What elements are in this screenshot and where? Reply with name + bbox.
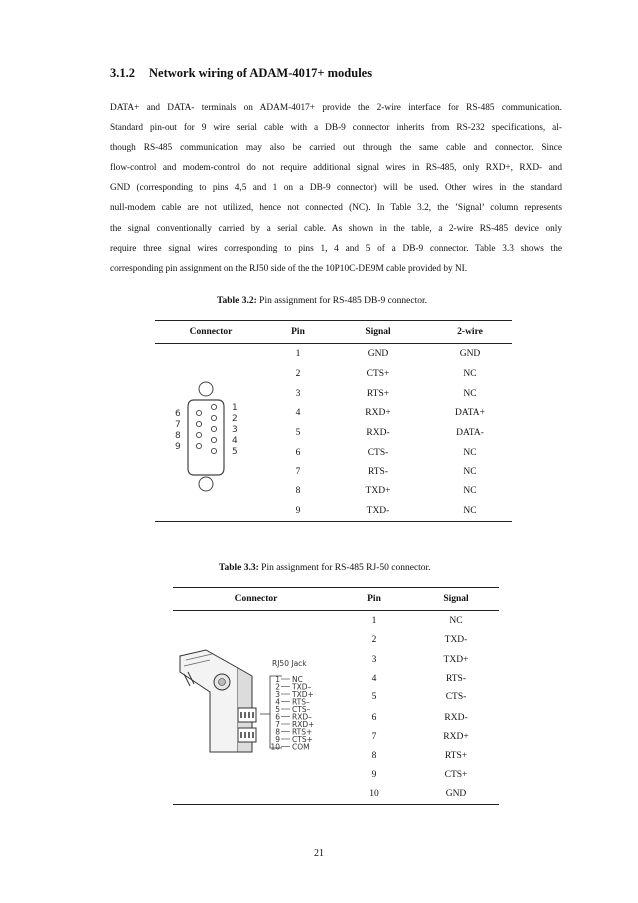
- table-cell: CTS-: [445, 692, 467, 702]
- table-top-rule: [173, 587, 499, 588]
- table-3-2-caption: [217, 296, 427, 306]
- table-cell: 8: [371, 751, 377, 761]
- table-cell: 2: [295, 369, 301, 379]
- paragraph-line: DATA+ and DATA- terminals on ADAM-4017+ provide the 2-wire interface for RS-485 communication.: [110, 103, 562, 113]
- rj50-pin-name: RTS–: [292, 697, 310, 707]
- table-cell: TXD+: [443, 655, 469, 665]
- table-cell: RXD-: [366, 428, 390, 438]
- column-header: Connector: [189, 327, 233, 337]
- rj50-pin-name: NC: [292, 675, 303, 684]
- column-header: Signal: [443, 594, 469, 604]
- section-title: Network wiring of ADAM-4017+ modules: [149, 66, 373, 80]
- table-cell: NC: [463, 369, 477, 379]
- table-cell: 9: [295, 506, 301, 516]
- rj50-pin-number: 4: [275, 697, 280, 707]
- db9-pin-label: 3: [232, 425, 238, 435]
- paragraph-line: corresponding pin assignment on the RJ50 side of the the 10P10C-DE9M cable provided by NI.: [110, 263, 468, 274]
- table-cell: 1: [371, 616, 377, 626]
- rj50-pin-name: COM: [292, 742, 310, 752]
- column-header: Signal: [365, 327, 391, 337]
- table-cell: 10: [369, 789, 379, 799]
- rj50-pin-number: 2: [275, 682, 280, 692]
- rj50-pin-name: TXD–: [292, 682, 312, 692]
- column-header: Pin: [367, 594, 381, 604]
- paragraph-line: though RS-485 communication may also be carried out through the same cable and connector. Since: [110, 143, 562, 154]
- rj50-pin-name: RXD–: [292, 712, 312, 722]
- caption-label: Table 3.2:: [217, 296, 257, 306]
- table-cell: RTS-: [445, 674, 467, 684]
- body-paragraph: [110, 98, 562, 279]
- caption-text: Pin assignment for RS-485 DB-9 connector.: [259, 296, 427, 306]
- rj50-jack-diagram: [176, 642, 336, 760]
- table-cell: GND: [445, 789, 467, 799]
- section-number: 3.1.2: [110, 66, 135, 80]
- rj50-pin-number: 5: [275, 705, 280, 714]
- paragraph-line: GND (corresponding to pins 4,5 and 1 on a DB-9 connector) will be used. Other wires in the standard: [110, 183, 562, 194]
- page-number: 21: [314, 848, 324, 859]
- table-cell: RXD+: [443, 732, 469, 742]
- rj50-pin-name: CTS–: [292, 705, 311, 714]
- table-header-rule: [173, 610, 499, 611]
- table-cell: RXD+: [365, 408, 391, 418]
- table-cell: RTS+: [366, 389, 390, 399]
- table-cell: 6: [371, 713, 377, 723]
- rj50-pin-number: 3: [275, 690, 280, 699]
- rj50-pin-name: CTS+: [292, 735, 313, 744]
- table-cell: CTS-: [367, 448, 389, 458]
- table-cell: 9: [371, 770, 377, 780]
- table-cell: RTS-: [367, 467, 389, 477]
- rj50-pin-name: RTS+: [292, 727, 313, 737]
- table-cell: 4: [295, 408, 301, 418]
- table-top-rule: [155, 320, 512, 321]
- table-cell: NC: [463, 389, 477, 399]
- table-cell: DATA-: [456, 428, 484, 438]
- rj50-pin-number: 10: [270, 742, 280, 752]
- table-cell: NC: [463, 467, 477, 477]
- column-header: Connector: [234, 594, 278, 604]
- table-cell: RTS+: [444, 751, 468, 761]
- db9-pin-label: 1: [232, 403, 238, 413]
- paragraph-line: null-modem cable are not utilized, hence not connected (NC). In Table 3.2, the ’Signal’ column represents: [110, 203, 562, 214]
- db9-pin-label: 6: [175, 409, 181, 419]
- paragraph-line: the signal conventionally carried by a serial cable. As shown in the table, a 2-wire RS-485 device only: [110, 223, 562, 234]
- table-cell: DATA+: [455, 408, 485, 418]
- table-cell: 5: [371, 692, 377, 702]
- table-cell: 4: [371, 674, 377, 684]
- table-bottom-rule: [155, 521, 512, 522]
- caption-text: Pin assignment for RS-485 RJ-50 connector.: [261, 563, 431, 573]
- table-cell: 7: [295, 467, 301, 477]
- table-cell: RXD-: [444, 713, 468, 723]
- caption-label: Table 3.3:: [219, 563, 259, 573]
- paragraph-line: require three signal wires corresponding to pins 1, 4 and 5 of a DB-9 connector. Table 3.3 shows the: [110, 243, 562, 254]
- table-header-rule: [155, 343, 512, 344]
- table-cell: CTS+: [366, 369, 390, 379]
- column-header: 2-wire: [457, 327, 483, 337]
- table-cell: TXD+: [365, 486, 391, 496]
- table-cell: TXD-: [444, 635, 468, 645]
- db9-pin-label: 9: [175, 442, 181, 452]
- column-header: Pin: [291, 327, 305, 337]
- table-cell: GND: [459, 349, 481, 359]
- paragraph-line: Standard pin-out for 9 wire serial cable with a DB-9 connector inherits from RS-232 specifications, al-: [110, 123, 562, 134]
- table-cell: NC: [449, 616, 463, 626]
- rj50-pin-number: 6: [275, 712, 280, 722]
- table-cell: 3: [295, 389, 301, 399]
- rj50-pin-number: 7: [275, 720, 280, 729]
- db9-pin-label: 7: [175, 420, 181, 430]
- db9-pin-label: 4: [232, 436, 238, 446]
- table-cell: GND: [367, 349, 389, 359]
- table-cell: 5: [295, 428, 301, 438]
- rj50-pin-number: 9: [275, 735, 280, 744]
- table-cell: NC: [463, 506, 477, 516]
- db9-pin-label: 8: [175, 431, 181, 441]
- table-cell: 3: [371, 655, 377, 665]
- table-cell: 8: [295, 486, 301, 496]
- table-bottom-rule: [173, 804, 499, 805]
- section-heading: [110, 66, 372, 81]
- table-cell: 1: [295, 349, 301, 359]
- table-cell: NC: [463, 486, 477, 496]
- table-cell: 7: [371, 732, 377, 742]
- table-cell: TXD-: [366, 506, 390, 516]
- db9-pin-label: 5: [232, 447, 238, 457]
- paragraph-line: flow-control and modem-control do not require additional signal wires in RS-485, only RXD+, RXD- and: [110, 163, 562, 174]
- table-3-3-caption: [219, 563, 431, 573]
- rj50-jack-label: RJ50 Jack: [272, 659, 307, 668]
- table-cell: CTS+: [444, 770, 468, 780]
- table-cell: 2: [371, 635, 377, 645]
- table-cell: NC: [463, 448, 477, 458]
- db9-connector-diagram: [168, 380, 250, 496]
- table-cell: 6: [295, 448, 301, 458]
- rj50-pin-number: 8: [275, 727, 280, 737]
- rj50-pin-number: 1: [275, 675, 280, 684]
- db9-pin-label: 2: [232, 414, 238, 424]
- rj50-pin-name: TXD+: [292, 690, 314, 699]
- rj50-pin-name: RXD+: [292, 720, 315, 729]
